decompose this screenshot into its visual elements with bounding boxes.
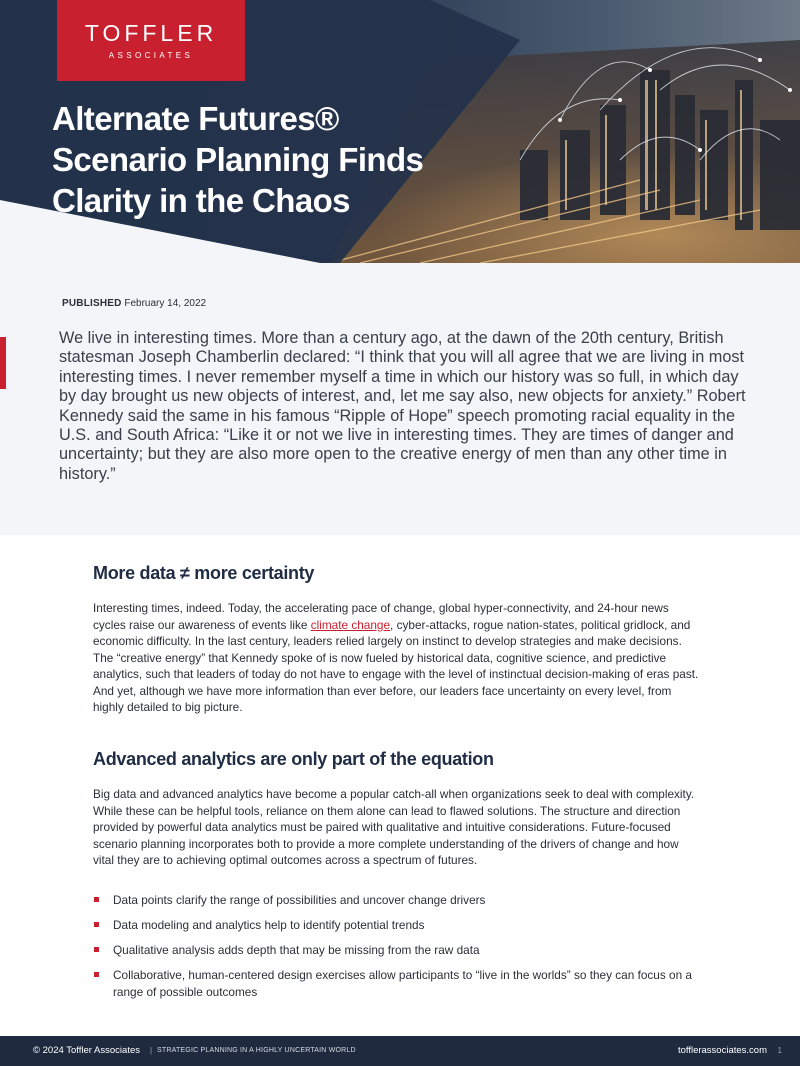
footer-website-link[interactable]: tofflerassociates.com	[677, 1045, 767, 1056]
published-value: February 14, 2022	[124, 298, 207, 309]
list-item	[93, 942, 693, 959]
list-item-text: Qualitative analysis adds depth that may be missing from the raw data	[113, 943, 480, 957]
side-accent-tab	[0, 337, 6, 389]
page-title	[52, 98, 522, 221]
section-1-paragraph	[93, 600, 701, 716]
list-item-text: Data modeling and analytics help to identify potential trends	[113, 918, 425, 932]
climate-change-link[interactable]: climate change	[310, 617, 391, 632]
list-item-text: Collaborative, human-centered design exercises allow participants to “live in the worlds” so they can focus on a range of possible outcomes	[113, 968, 692, 999]
bullet-square-icon	[94, 897, 99, 902]
list-item	[93, 917, 693, 934]
published-label: PUBLISHED	[62, 298, 122, 309]
page-footer	[0, 1036, 800, 1066]
list-item-text: Data points clarify the range of possibilities and uncover change drivers	[113, 893, 486, 907]
intro-paragraph: We live in interesting times. More than a century ago, at the dawn of the 20th century, British statesman Joseph Chamberlin declared: “I think that you will all agree that we are living in most interesting times. I never remember myself a time in which our history was so full, in which day by day brought us new objects of interest, and, let me say also, new objects for anxiety.” Robert Kennedy said the same in his famous “Ripple of Hope” speech promoting racial equality in the U.S. and South Africa: “Like it or not we live in interesting times. They are times of danger and uncertainty; but they are also more open to the creative energy of men than any other time in history.”	[59, 329, 746, 483]
published-date	[62, 298, 206, 309]
list-item	[93, 892, 693, 909]
title-line-2: Scenario Planning Finds	[52, 141, 424, 178]
bullet-square-icon	[94, 922, 99, 927]
bullet-square-icon	[94, 947, 99, 952]
section-heading-data-certainty: More data ≠ more certainty	[93, 563, 315, 583]
section-1-text-after: , cyber-attacks, rogue nation-states, political gridlock, and economic difficulty. In the last century, leaders relied largely on instinct to develop strategies and make decisions. The “creative energy” that Kennedy spoke of is now fueled by historical data, cognitive science, and predictive analytics, such that leaders of today do not have to engage with the level of instinctual decision-making of eras past. And yet, although we have more information than ever before, our leaders face uncertainty on every level, from highly detailed to big picture.	[93, 617, 699, 714]
title-line-1: Alternate Futures®	[52, 100, 339, 137]
section-1-text-before: Interesting times, indeed. Today, the accelerating pace of change, global hyper-connectivity, and 24-hour news cycles raise our awareness of events like	[93, 601, 669, 632]
bullet-list	[93, 892, 693, 1009]
bullet-square-icon	[94, 972, 99, 977]
footer-copyright: © 2024 Toffler Associates	[33, 1045, 140, 1056]
footer-separator: |	[150, 1046, 153, 1055]
footer-tagline: STRATEGIC PLANNING IN A HIGHLY UNCERTAIN WORLD	[157, 1047, 356, 1054]
section-heading-analytics: Advanced analytics are only part of the equation	[93, 749, 494, 769]
section-2-paragraph: Big data and advanced analytics have become a popular catch-all when organizations seek to deal with complexity. While these can be helpful tools, reliance on them alone can lead to flawed solutions. The structure and direction provided by powerful data analytics must be paired with qualitative and intuitive considerations. Future-focused scenario planning incorporates both to provide a more complete understanding of the drivers of change and how vital they are to achieving optimal outcomes across a spectrum of futures.	[93, 787, 695, 867]
logo-subtitle: ASSOCIATES	[108, 51, 194, 60]
toffler-logo[interactable]	[57, 0, 245, 81]
title-line-3: Clarity in the Chaos	[52, 182, 350, 219]
hero-banner	[0, 0, 800, 263]
logo-wordmark: TOFFLER	[84, 20, 218, 46]
page-number: 1	[777, 1046, 782, 1055]
list-item	[93, 967, 693, 1000]
